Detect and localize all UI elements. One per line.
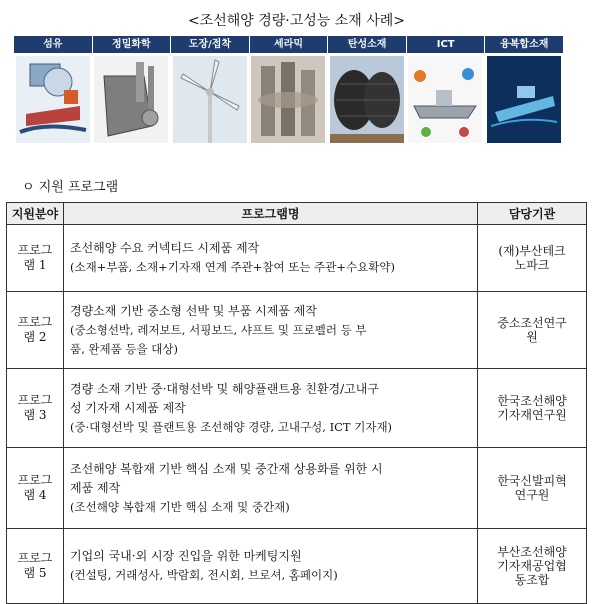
area-cell: 프로그 램 3 — [7, 369, 64, 448]
elastomer-image — [330, 56, 404, 143]
agency-cell: 중소조선연구 원 — [478, 292, 587, 369]
program-cell: 경량소재 기반 중소형 선박 및 부품 시제품 제작 (중소형선박, 레저보트, 서핑보드, 샤프트 및 프로펠러 등 부 품, 완제품 등을 대상) — [64, 292, 478, 369]
program-cell: 기업의 국내·외 시장 진입을 위한 마케팅지원 (컨설팅, 거래성사, 박람회, 전시회, 브로셔, 홈페이지) — [64, 529, 478, 604]
program-cell: 조선해양 수요 커넥티드 시제품 제작 (소재+부품, 소재+기자재 연계 주관+참여 또는 주관+수요확약) — [64, 225, 478, 292]
category-composite: 융복합소재 — [500, 39, 549, 50]
area-cell: 프로그 램 5 — [7, 529, 64, 604]
header-area: 지원분야 — [7, 203, 64, 225]
category-bar — [14, 36, 563, 53]
category-elastomer: 탄성소재 — [328, 36, 407, 53]
agency-cell: (재)부산테크 노파크 — [478, 225, 587, 292]
table-row — [7, 292, 587, 369]
area-cell: 프로그 램 4 — [7, 448, 64, 529]
agency-cell: 한국조선해양 기자재연구원 — [478, 369, 587, 448]
area-cell: 프로그 램 2 — [7, 292, 64, 369]
table-header-row — [7, 203, 587, 225]
material-examples-strip — [14, 36, 563, 146]
ict-image — [408, 56, 482, 143]
figure-title: <조선해양 경량·고성능 소재 사례> — [187, 13, 406, 29]
fine-chemical-image — [94, 56, 168, 143]
header-program: 프로그램명 — [64, 203, 478, 225]
agency-cell: 한국신발피혁 연구원 — [478, 448, 587, 529]
category-fine-chemical: 정밀화학 — [93, 36, 172, 53]
category-ceramic: 세라믹 — [250, 36, 329, 53]
area-cell: 프로그 램 1 — [7, 225, 64, 292]
section-heading: ㅇ 지원 프로그램 — [22, 180, 119, 195]
table-row — [7, 369, 587, 448]
header-agency: 담당기관 — [478, 203, 587, 225]
support-program-table — [6, 202, 587, 604]
table-row — [7, 225, 587, 292]
agency-cell: 부산조선해양 기자재공업협 동조합 — [478, 529, 587, 604]
fiber-image — [16, 56, 90, 143]
category-ict: ICT — [407, 36, 486, 53]
program-cell: 경량 소재 기반 중·대형선박 및 해양플랜트용 친환경/고내구 성 기자재 시제품 제작 (중·대형선박 및 플랜트용 조선해양 경량, 고내구성, ICT 기자재) — [64, 369, 478, 448]
coating-image — [173, 56, 247, 143]
composite-image — [487, 56, 561, 143]
table-row — [7, 529, 587, 604]
ceramic-image — [251, 56, 325, 143]
table-row — [7, 448, 587, 529]
program-cell: 조선해양 복합재 기반 핵심 소재 및 중간재 상용화를 위한 시 제품 제작 (조선해양 복합재 기반 핵심 소재 및 중간재) — [64, 448, 478, 529]
category-fiber: 섬유 — [14, 36, 93, 53]
category-coating: 도장/접착 — [171, 36, 250, 53]
